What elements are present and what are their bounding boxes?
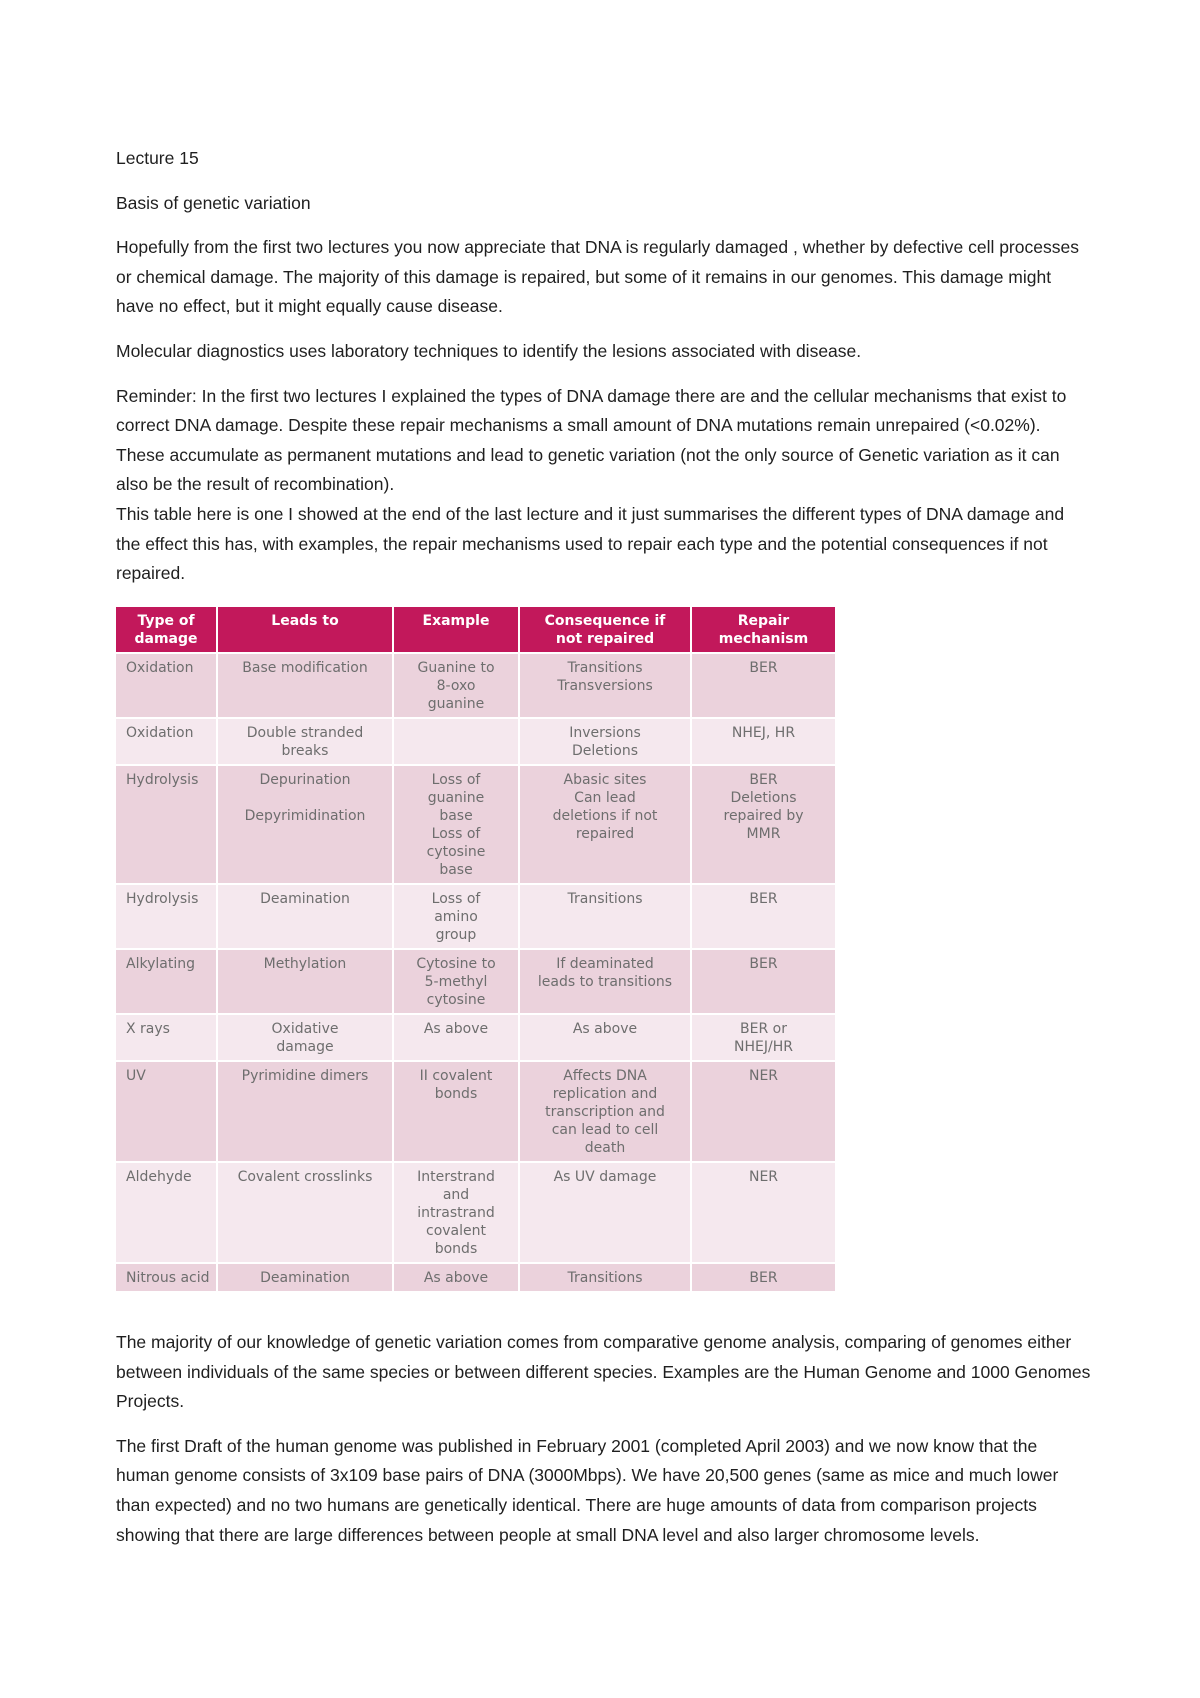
header-consequence bbox=[519, 607, 691, 653]
cell-example-line: As above bbox=[423, 1021, 489, 1037]
cell-consequence-line: Transitions bbox=[567, 660, 643, 676]
cell-example-line: intrastrand bbox=[417, 1205, 495, 1221]
table-header-row bbox=[116, 607, 836, 653]
cell-consequence-line: repaired bbox=[575, 826, 635, 842]
cell-repair-mechanism bbox=[691, 1014, 836, 1061]
table-row bbox=[116, 949, 836, 1014]
table-body bbox=[116, 653, 836, 1291]
cell-example bbox=[393, 1263, 519, 1291]
cell-leads-to-line: breaks bbox=[281, 743, 329, 759]
header-repair-mechanism-line: mechanism bbox=[718, 631, 809, 647]
cell-consequence bbox=[519, 653, 691, 718]
cell-example-line: guanine bbox=[427, 790, 485, 806]
cell-leads-to-line: Depurination bbox=[259, 772, 351, 788]
cell-example-line: As above bbox=[423, 1270, 489, 1286]
reminder-paragraph: Reminder: In the first two lectures I explained the types of DNA damage there are and the cellular mechanisms that exist to correct DNA damage. Despite these repair mechanisms a small amount of DNA mutations remain unrepaired (<0.02%). These accumulate as permanent mutations and lead to genetic variation (not the only source of Genetic variation as it can also be the result of recombination). bbox=[116, 385, 1067, 495]
cell-type-of-damage: Nitrous acid bbox=[116, 1263, 217, 1291]
cell-repair-mechanism bbox=[691, 653, 836, 718]
cell-leads-to bbox=[217, 1014, 393, 1061]
cell-leads-to bbox=[217, 949, 393, 1014]
lecture-title: Lecture 15 bbox=[116, 148, 199, 168]
cell-leads-to bbox=[217, 1162, 393, 1263]
cell-example-line: base bbox=[439, 808, 473, 824]
cell-leads-to-line: Base modification bbox=[242, 660, 368, 676]
document-body-top bbox=[116, 144, 1091, 604]
table-row bbox=[116, 1061, 836, 1162]
cell-consequence-line: deletions if not bbox=[552, 808, 658, 824]
section-title: Basis of genetic variation bbox=[116, 192, 311, 213]
cell-consequence-line: If deaminated bbox=[556, 956, 654, 972]
cell-consequence-line: Deletions bbox=[571, 743, 638, 759]
cell-leads-to bbox=[217, 1263, 393, 1291]
table-row bbox=[116, 1263, 836, 1291]
intro-paragraph: Hopefully from the first two lectures you now appreciate that DNA is regularly damaged , whether by defective cell processes or chemical damage. The majority of this damage is repaired, but some of it remains in our genomes. This damage might have no effect, but it might equally cause disease. bbox=[116, 237, 1079, 317]
cell-repair-mechanism-line: BER bbox=[749, 956, 778, 972]
header-repair-mechanism bbox=[691, 607, 836, 653]
cell-example-line: cytosine bbox=[426, 992, 486, 1008]
cell-leads-to bbox=[217, 718, 393, 765]
cell-consequence bbox=[519, 718, 691, 765]
cell-repair-mechanism bbox=[691, 765, 836, 884]
cell-leads-to bbox=[217, 653, 393, 718]
cell-repair-mechanism-line: NHEJ, HR bbox=[731, 725, 796, 741]
cell-consequence bbox=[519, 1014, 691, 1061]
cell-example bbox=[393, 884, 519, 949]
table-row bbox=[116, 884, 836, 949]
cell-leads-to-line: Deamination bbox=[260, 891, 350, 907]
dna-damage-table bbox=[116, 607, 837, 1291]
cell-repair-mechanism bbox=[691, 1061, 836, 1162]
header-repair-mechanism-line: Repair bbox=[737, 613, 790, 629]
cell-consequence-line: transcription and bbox=[545, 1104, 665, 1120]
cell-repair-mechanism-line: Deletions bbox=[730, 790, 797, 806]
cell-consequence bbox=[519, 765, 691, 884]
cell-consequence-line: Inversions bbox=[569, 725, 641, 741]
cell-example-line: Cytosine to bbox=[416, 956, 496, 972]
draft-paragraph: The first Draft of the human genome was published in February 2001 (completed April 2003) and we now know that the human genome consists of 3x109 base pairs of DNA (3000Mbps). We have 20,500 genes (same as mice and much lower than expected) and no two humans are genetically identical. There are huge amounts of data from comparison projects showing that there are large differences between people at small DNA level and also larger chromosome levels. bbox=[116, 1435, 1059, 1545]
cell-repair-mechanism bbox=[691, 718, 836, 765]
cell-example-line: and bbox=[442, 1187, 470, 1203]
table-row bbox=[116, 1014, 836, 1061]
cell-repair-mechanism-line: repaired by bbox=[723, 808, 804, 824]
header-example-line: Example bbox=[422, 613, 490, 629]
cell-example-line: Loss of bbox=[431, 891, 481, 907]
table-row bbox=[116, 718, 836, 765]
table-intro-paragraph: This table here is one I showed at the end of the last lecture and it just summarises the different types of DNA damage and the effect this has, with examples, the repair mechanisms used to repair each type and the potential consequences if not repaired. bbox=[116, 503, 1065, 584]
cell-example bbox=[393, 1014, 519, 1061]
cell-repair-mechanism-line: NER bbox=[748, 1068, 779, 1084]
header-type-of-damage bbox=[116, 607, 217, 653]
cell-leads-to-line: Deamination bbox=[260, 1270, 350, 1286]
comparative-paragraph: The majority of our knowledge of genetic variation comes from comparative genome analysis, comparing of genomes either between individuals of the same species or between different species. Examples are the Human Genome and 1000 Genomes Projects. bbox=[116, 1332, 1091, 1412]
cell-example-line: cytosine bbox=[426, 844, 486, 860]
cell-consequence-line: Transversions bbox=[557, 678, 653, 694]
cell-consequence bbox=[519, 884, 691, 949]
cell-example-line: group bbox=[435, 927, 477, 943]
cell-leads-to bbox=[217, 884, 393, 949]
cell-type-of-damage: Oxidation bbox=[116, 653, 217, 718]
header-consequence-line: Consequence if bbox=[544, 613, 666, 629]
cell-example bbox=[393, 949, 519, 1014]
cell-consequence-line: can lead to cell bbox=[551, 1122, 659, 1138]
diagnostics-paragraph: Molecular diagnostics uses laboratory techniques to identify the lesions associated with disease. bbox=[116, 340, 862, 361]
table-header bbox=[116, 607, 836, 653]
cell-type-of-damage: Alkylating bbox=[116, 949, 217, 1014]
cell-repair-mechanism-line: BER bbox=[749, 1270, 778, 1286]
cell-consequence bbox=[519, 1061, 691, 1162]
cell-consequence-line: Abasic sites bbox=[563, 772, 647, 788]
cell-example-line: 8-oxo bbox=[436, 678, 476, 694]
cell-leads-to-line: damage bbox=[276, 1039, 334, 1055]
cell-example-line: guanine bbox=[427, 696, 485, 712]
cell-leads-to bbox=[217, 765, 393, 884]
header-type-of-damage-line: Type of bbox=[137, 613, 195, 629]
cell-example bbox=[393, 653, 519, 718]
cell-consequence-line: Transitions bbox=[567, 891, 643, 907]
line-gap bbox=[222, 789, 388, 807]
table-row bbox=[116, 653, 836, 718]
cell-repair-mechanism bbox=[691, 884, 836, 949]
cell-example bbox=[393, 1162, 519, 1263]
cell-example bbox=[393, 1061, 519, 1162]
header-example bbox=[393, 607, 519, 653]
cell-consequence-line: leads to transitions bbox=[537, 974, 673, 990]
cell-consequence-line: As UV damage bbox=[553, 1169, 657, 1185]
header-leads-to bbox=[217, 607, 393, 653]
cell-example-line: bonds bbox=[434, 1241, 478, 1257]
cell-example-line: 5-methyl bbox=[424, 974, 488, 990]
cell-type-of-damage: Oxidation bbox=[116, 718, 217, 765]
cell-repair-mechanism-line: MMR bbox=[746, 826, 781, 842]
cell-example-line: II covalent bbox=[419, 1068, 493, 1084]
cell-consequence-line: replication and bbox=[552, 1086, 658, 1102]
table-row bbox=[116, 1162, 836, 1263]
cell-leads-to-line: Methylation bbox=[263, 956, 347, 972]
cell-leads-to-line: Double stranded bbox=[246, 725, 364, 741]
cell-repair-mechanism-line: BER bbox=[749, 891, 778, 907]
header-leads-to-line: Leads to bbox=[271, 613, 339, 629]
cell-type-of-damage: UV bbox=[116, 1061, 217, 1162]
header-type-of-damage-line: damage bbox=[134, 631, 198, 647]
cell-repair-mechanism-line: NER bbox=[748, 1169, 779, 1185]
cell-type-of-damage: Aldehyde bbox=[116, 1162, 217, 1263]
cell-repair-mechanism bbox=[691, 949, 836, 1014]
cell-example bbox=[393, 765, 519, 884]
document-body-bottom bbox=[116, 1328, 1091, 1565]
cell-consequence-line: Affects DNA bbox=[563, 1068, 647, 1084]
cell-example-line: Loss of bbox=[431, 826, 481, 842]
header-consequence-line: not repaired bbox=[555, 631, 655, 647]
cell-consequence-line: death bbox=[584, 1140, 626, 1156]
cell-example-line: Loss of bbox=[431, 772, 481, 788]
cell-type-of-damage: X rays bbox=[116, 1014, 217, 1061]
cell-repair-mechanism bbox=[691, 1263, 836, 1291]
cell-consequence bbox=[519, 1162, 691, 1263]
cell-example-line: bonds bbox=[434, 1086, 478, 1102]
cell-consequence-line: Transitions bbox=[567, 1270, 643, 1286]
cell-repair-mechanism-line: BER bbox=[749, 772, 778, 788]
cell-consequence bbox=[519, 1263, 691, 1291]
cell-example-line: covalent bbox=[426, 1223, 486, 1239]
cell-example-line: Interstrand bbox=[417, 1169, 495, 1185]
cell-repair-mechanism bbox=[691, 1162, 836, 1263]
cell-example-line: base bbox=[439, 862, 473, 878]
cell-type-of-damage: Hydrolysis bbox=[116, 884, 217, 949]
cell-example-line: Guanine to bbox=[417, 660, 495, 676]
cell-type-of-damage: Hydrolysis bbox=[116, 765, 217, 884]
table-row bbox=[116, 765, 836, 884]
cell-leads-to-line: Covalent crosslinks bbox=[237, 1169, 373, 1185]
cell-repair-mechanism-line: BER bbox=[749, 660, 778, 676]
cell-example bbox=[393, 718, 519, 765]
cell-consequence-line: Can lead bbox=[574, 790, 636, 806]
cell-leads-to-line: Depyrimidination bbox=[244, 808, 366, 824]
cell-repair-mechanism-line: BER or bbox=[740, 1021, 787, 1037]
cell-repair-mechanism-line: NHEJ/HR bbox=[734, 1039, 793, 1055]
cell-example-line: amino bbox=[434, 909, 478, 925]
cell-leads-to-line: Pyrimidine dimers bbox=[241, 1068, 369, 1084]
cell-leads-to bbox=[217, 1061, 393, 1162]
cell-leads-to-line: Oxidative bbox=[271, 1021, 339, 1037]
cell-consequence-line: As above bbox=[572, 1021, 638, 1037]
cell-consequence bbox=[519, 949, 691, 1014]
